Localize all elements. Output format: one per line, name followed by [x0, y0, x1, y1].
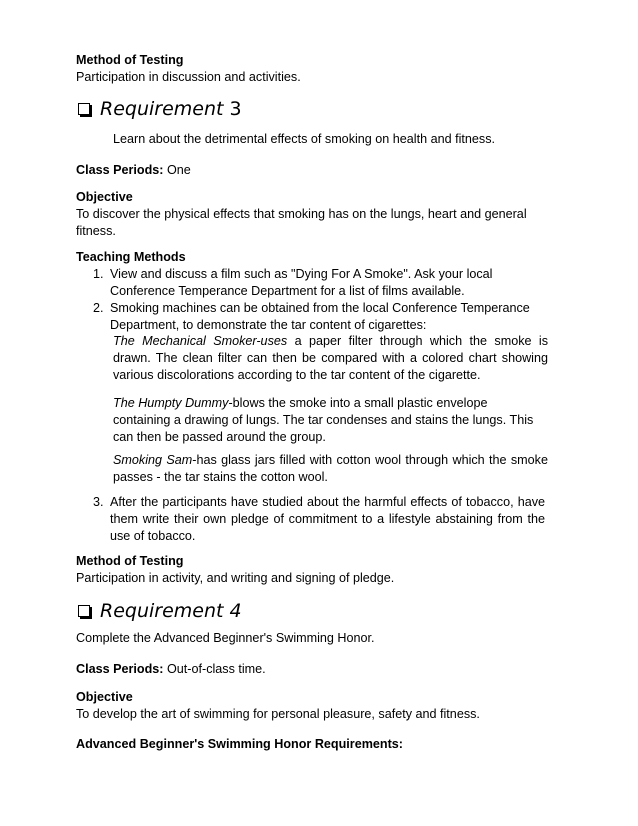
class-periods-label: Class Periods: — [76, 163, 164, 177]
objective-text: To develop the art of swimming for personal pleasure, safety and fitness. — [76, 707, 480, 721]
machine-text: -blows the smoke into a small plastic envelope containing a drawing of lungs. The tar condenses and stains the lungs. This can then be passed around the group. — [113, 396, 534, 444]
teaching-item-2 — [93, 300, 533, 334]
objective-heading: Objective — [76, 690, 133, 704]
method-text: Participation in discussion and activities. — [76, 70, 301, 84]
method-heading: Method of Testing — [76, 53, 184, 67]
method-of-testing-1 — [76, 52, 556, 86]
requirement-title: Requirement 4 — [100, 600, 242, 622]
item-text: Smoking machines can be obtained from the local Conference Temperance Department, to demonstrate the tar content of cigarettes: — [110, 301, 530, 332]
item-text: View and discuss a film such as "Dying For A Smoke". Ask your local Conference Temperance Department for a list of films available. — [110, 267, 493, 298]
item-number: 1. — [93, 267, 104, 281]
objective-4 — [76, 689, 556, 723]
method-heading: Method of Testing — [76, 554, 184, 568]
requirement-4-description: Complete the Advanced Beginner's Swimming Honor. — [76, 631, 375, 645]
machine-mechanical-smoker — [113, 333, 548, 384]
checkbox-icon — [78, 103, 90, 115]
item-number: 2. — [93, 301, 104, 315]
machine-text: -has glass jars filled with cotton wool through which the smoke passes - the tar stains the cotton wool. — [113, 453, 548, 484]
class-periods-label: Class Periods: — [76, 662, 164, 676]
class-periods-value: One — [167, 163, 191, 177]
requirement-title: Requirement — [100, 98, 224, 120]
requirement-number: 3 — [229, 98, 242, 120]
machine-smoking-sam — [113, 452, 548, 486]
machine-name: The Mechanical Smoker-uses — [113, 334, 288, 348]
item-text: After the participants have studied about the harmful effects of tobacco, have them write their own pledge of commitment to a lifestyle abstaining from the use of tobacco. — [110, 495, 545, 543]
objective-heading: Objective — [76, 190, 133, 204]
teaching-item-1 — [93, 266, 533, 300]
checkbox-icon — [78, 605, 90, 617]
class-periods-4 — [76, 661, 556, 678]
teaching-item-3 — [93, 494, 545, 545]
objective-text: To discover the physical effects that smoking has on the lungs, heart and general fitness. — [76, 207, 527, 238]
class-periods-3 — [76, 162, 556, 179]
requirement-3-heading — [78, 97, 242, 121]
swimming-requirements-heading: Advanced Beginner's Swimming Honor Requirements: — [76, 737, 403, 751]
teaching-methods-heading: Teaching Methods — [76, 250, 186, 264]
item-number: 3. — [93, 495, 104, 509]
machine-text: a paper filter through which the smoke is drawn. The clean filter can then be compared with a colored chart showing various discolorations according to the tar content of the cigarette. — [113, 334, 548, 382]
objective-3 — [76, 189, 546, 240]
requirement-3-description: Learn about the detrimental effects of smoking on health and fitness. — [113, 132, 496, 146]
machine-name: Smoking Sam — [113, 453, 193, 467]
method-text: Participation in activity, and writing and signing of pledge. — [76, 571, 395, 585]
class-periods-value: Out-of-class time. — [167, 662, 266, 676]
method-of-testing-3 — [76, 553, 556, 587]
requirement-4-heading — [78, 599, 242, 623]
machine-humpty-dummy — [113, 395, 548, 446]
machine-name: The Humpty Dummy — [113, 396, 229, 410]
